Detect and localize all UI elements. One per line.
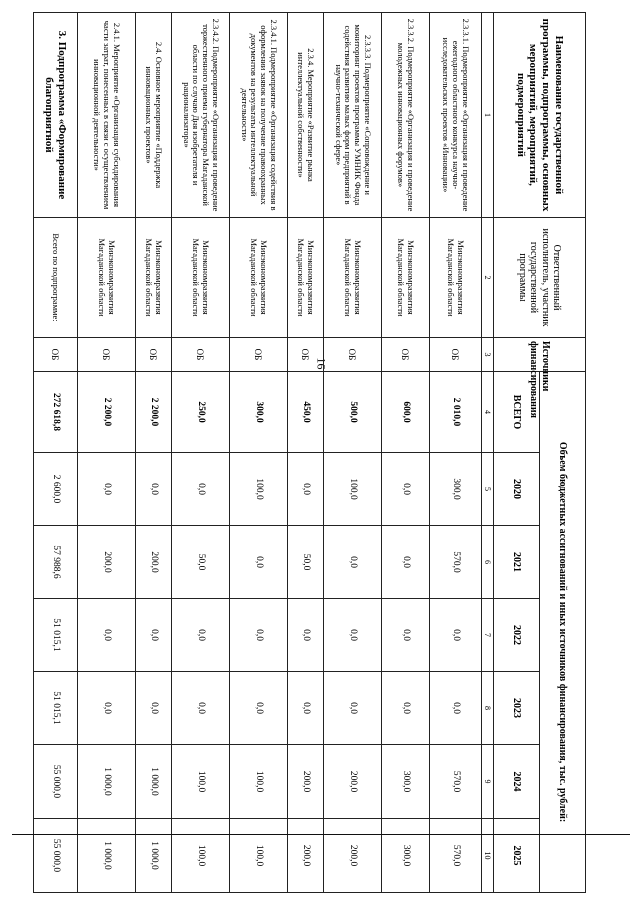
row-total: 2 200,0 [77,372,135,453]
table-row [77,13,135,893]
header-executor: Ответственный исполнитель, участник государственной программы [494,218,586,338]
page-number: 16 [314,357,329,370]
header-total: ВСЕГО [494,372,540,453]
row-value: 570,0 [429,526,481,599]
row-value: 200,0 [77,526,135,599]
row-total: 250,0 [171,372,229,453]
row-value: 55 000,0 [33,819,77,893]
row-value: 300,0 [429,453,481,526]
table-row [287,13,323,893]
column-number: 4 [481,372,493,453]
row-value: 100,0 [229,819,287,893]
row-source: ОБ [229,338,287,372]
column-number: 9 [481,745,493,819]
row-value: 200,0 [135,526,171,599]
rotated-page-content [40,0,592,905]
column-number: 5 [481,453,493,526]
row-source: ОБ [381,338,429,372]
row-value: 0,0 [135,672,171,745]
header-source: Источники финансирования [494,338,586,372]
row-value: 51 015,1 [33,672,77,745]
row-value: 0,0 [77,672,135,745]
row-value: 1 000,0 [135,745,171,819]
header-year: 2023 [494,672,540,745]
row-total: 450,0 [287,372,323,453]
row-name: 2.3.3.1. Подмероприятие «Организация и проведение ежегодного областного конкурса научно-исследовательских проектов «Инновации» [429,13,481,218]
row-source: ОБ [171,338,229,372]
row-source: ОБ [323,338,381,372]
row-name: 2.3.3.3. Подмероприятие «Сопровождение и мониторинг проектов программы УМНИК Фонда содействия развитию малых форм предприятий в научно-технической сфере» [323,13,381,218]
header-year: 2025 [494,819,540,893]
row-value: 51 015,1 [33,599,77,672]
row-value: 50,0 [171,526,229,599]
row-value: 55 000,0 [33,745,77,819]
row-value: 2 600,0 [33,453,77,526]
row-source: ОБ [33,338,77,372]
row-executor: Минэкономразвития Магаданской области [77,218,135,338]
table-row [323,13,381,893]
row-value: 100,0 [229,745,287,819]
row-value: 100,0 [229,453,287,526]
row-value: 200,0 [323,745,381,819]
row-value: 0,0 [77,453,135,526]
row-value: 0,0 [381,672,429,745]
row-value: 1 000,0 [77,819,135,893]
column-number: 1 [481,13,493,218]
row-value: 0,0 [229,599,287,672]
row-value: 300,0 [381,819,429,893]
row-total: 500,0 [323,372,381,453]
column-number: 6 [481,526,493,599]
row-name: 2.4. Основное мероприятие «Поддержка инновационных проектов» [135,13,171,218]
row-name: 2.4.1. Мероприятие «Организация субсидирования части затрат, понесенных в связи с осуществлением инновационной деятельности» [77,13,135,218]
row-executor: Минэкономразвития Магаданской области [287,218,323,338]
column-number: 7 [481,599,493,672]
row-value: 0,0 [429,672,481,745]
row-total: 2 200,0 [135,372,171,453]
footer-rule [12,834,630,835]
header-year: 2020 [494,453,540,526]
row-name: 3. Подпрограмма «Формирование благоприятной [33,13,77,218]
row-value: 57 988,6 [33,526,77,599]
row-value: 100,0 [171,745,229,819]
row-value: 0,0 [287,599,323,672]
row-name: 2.3.4. Мероприятие «Развитие рынка интеллектуальной собственности» [287,13,323,218]
row-executor: Всего по подпрограмме: [33,218,77,338]
row-value: 570,0 [429,819,481,893]
row-value: 100,0 [171,819,229,893]
row-executor: Минэкономразвития Магаданской области [381,218,429,338]
row-value: 200,0 [287,819,323,893]
row-value: 0,0 [287,672,323,745]
row-executor: Минэкономразвития Магаданской области [229,218,287,338]
row-source: ОБ [77,338,135,372]
table-row [171,13,229,893]
row-value: 0,0 [135,453,171,526]
row-value: 0,0 [229,526,287,599]
table-row [135,13,171,893]
row-value: 200,0 [287,745,323,819]
row-source: ОБ [135,338,171,372]
header-year: 2022 [494,599,540,672]
financing-table [33,12,586,893]
row-value: 0,0 [323,599,381,672]
row-value: 0,0 [429,599,481,672]
row-total: 600,0 [381,372,429,453]
table-row [429,13,481,893]
row-value: 0,0 [171,453,229,526]
row-value: 200,0 [323,819,381,893]
row-value: 0,0 [381,526,429,599]
table-row-section [33,13,77,893]
row-source: ОБ [287,338,323,372]
row-total: 272 618,8 [33,372,77,453]
header-year: 2024 [494,745,540,819]
row-total: 300,0 [229,372,287,453]
row-value: 300,0 [381,745,429,819]
row-value: 100,0 [323,453,381,526]
row-value: 0,0 [287,453,323,526]
row-value: 0,0 [229,672,287,745]
row-source: ОБ [429,338,481,372]
column-number: 3 [481,338,493,372]
row-value: 570,0 [429,745,481,819]
row-executor: Минэкономразвития Магаданской области [171,218,229,338]
row-value: 0,0 [77,599,135,672]
header-year: 2021 [494,526,540,599]
row-name: 2.3.4.2. Подмероприятие «Организация и проведение торжественного приема губернатора Магаданской области по случаю Дня изобретателя и рационализатора» [171,13,229,218]
column-number: 2 [481,218,493,338]
row-value: 50,0 [287,526,323,599]
row-name: 2.3.3.2. Подмероприятие «Организация и проведение молодежных инновационных форумов» [381,13,429,218]
row-executor: Минэкономразвития Магаданской области [429,218,481,338]
table-row [381,13,429,893]
column-number: 8 [481,672,493,745]
row-name: 2.3.4.1. Подмероприятие «Организация содействия в оформлении заявок на получение правоохранных документов на результаты интеллектуальной деятельности» [229,13,287,218]
row-value: 0,0 [381,599,429,672]
row-total: 2 010,0 [429,372,481,453]
header-name: Наименование государственной программы, подпрограммы, основных мероприятий, мероприятий, подмероприятий [494,13,586,218]
column-number: 10 [481,819,493,893]
row-value: 0,0 [171,672,229,745]
header-volume: Объем бюджетных ассигнований и иных источников финансирования, тыс. рублей: [540,372,586,893]
table-row [229,13,287,893]
row-value: 1 000,0 [135,819,171,893]
row-executor: Минэкономразвития Магаданской области [323,218,381,338]
row-value: 0,0 [171,599,229,672]
row-value: 1 000,0 [77,745,135,819]
row-value: 0,0 [323,526,381,599]
row-value: 0,0 [323,672,381,745]
row-value: 0,0 [381,453,429,526]
row-value: 0,0 [135,599,171,672]
row-executor: Минэкономразвития Магаданской области [135,218,171,338]
